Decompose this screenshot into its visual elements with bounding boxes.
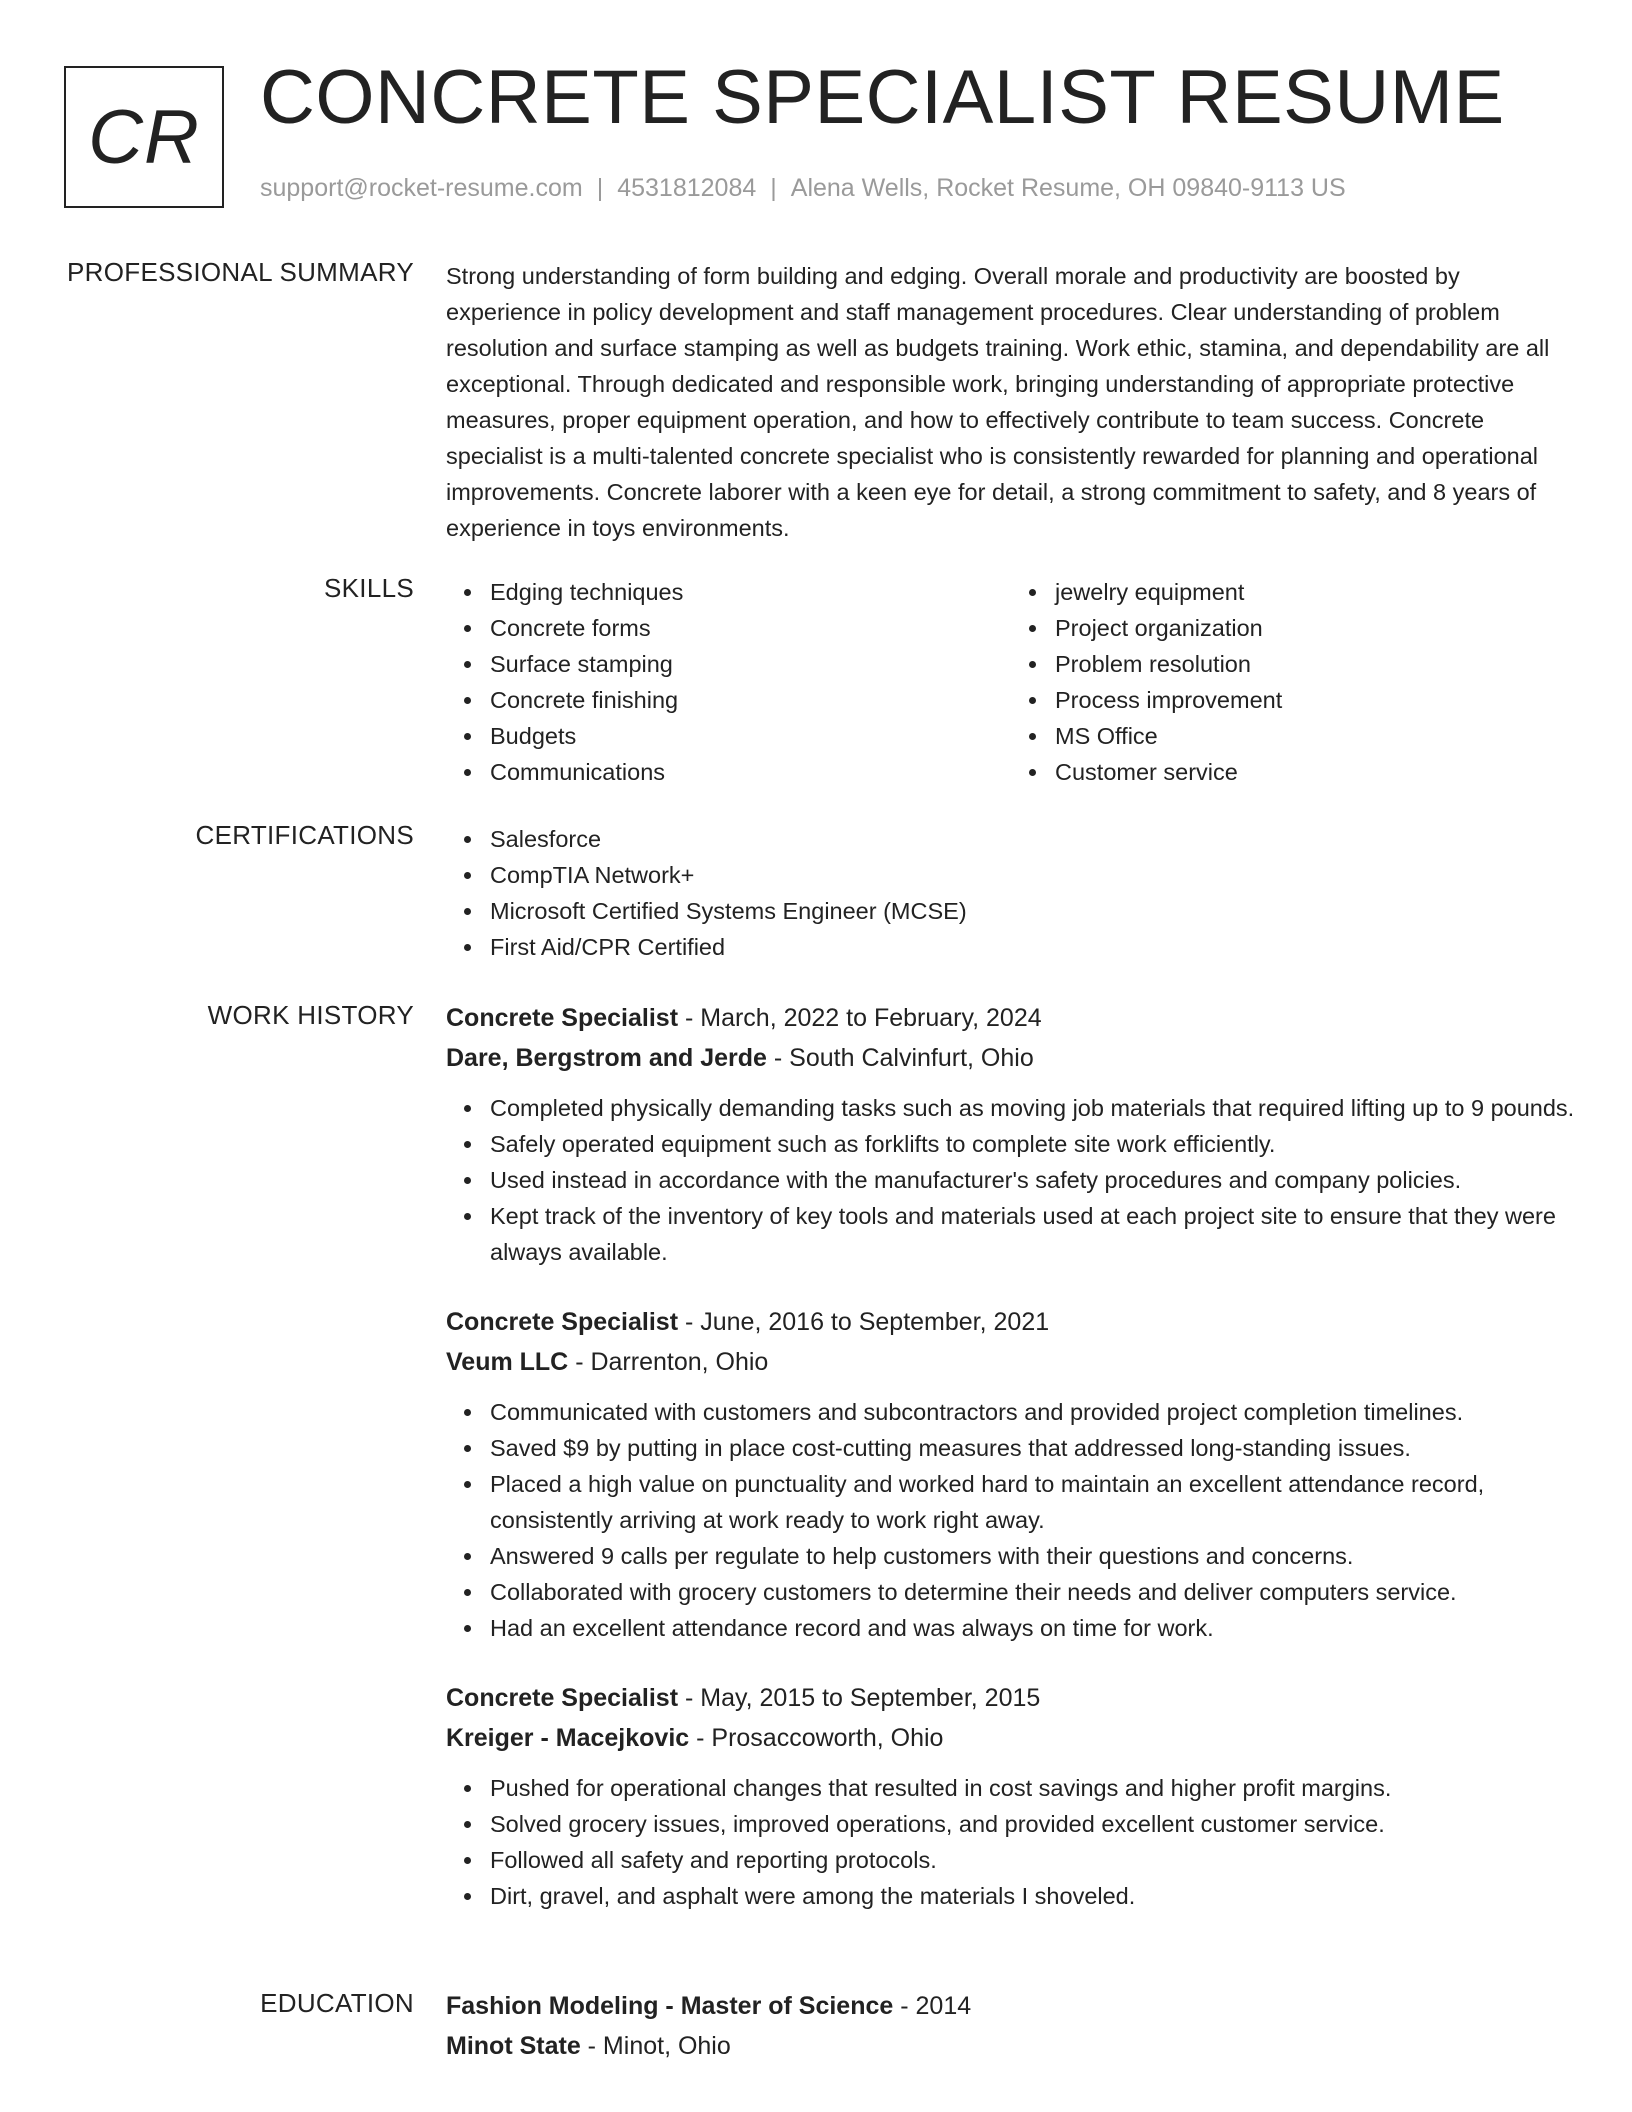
list-item: Kept track of the inventory of key tools and materials used at each project site to ensure that they were always available.	[490, 1198, 1576, 1270]
job-dates: - June, 2016 to September, 2021	[678, 1308, 1050, 1336]
contact-phone: 4531812084	[617, 174, 757, 202]
list-item: Communications	[490, 754, 1011, 790]
job-bullets	[446, 1090, 1576, 1270]
job-company-line	[446, 1718, 1576, 1758]
job-bullets	[446, 1394, 1576, 1646]
education-year: - 2014	[893, 1992, 972, 2020]
job-bullets	[446, 1770, 1576, 1914]
list-item: Budgets	[490, 718, 1011, 754]
skills-body	[446, 574, 1576, 790]
job-title: Concrete Specialist	[446, 1308, 679, 1336]
contact-address: Alena Wells, Rocket Resume, OH 09840-9113 US	[790, 174, 1346, 202]
job-entry	[446, 1302, 1576, 1646]
job-location: - Prosaccoworth, Ohio	[689, 1724, 944, 1752]
contact-email: support@rocket-resume.com	[260, 174, 583, 202]
summary-label: PROFESSIONAL SUMMARY	[67, 257, 414, 287]
summary-body	[446, 258, 1576, 546]
job-title: Concrete Specialist	[446, 1684, 679, 1712]
job-company-line	[446, 1342, 1576, 1382]
job-dates: - March, 2022 to February, 2024	[678, 1004, 1042, 1032]
list-item: Salesforce	[490, 821, 1576, 857]
list-item: jewelry equipment	[1055, 574, 1576, 610]
education-school: Minot State	[446, 2032, 581, 2060]
list-item: Project organization	[1055, 610, 1576, 646]
list-item: Solved grocery issues, improved operations, and provided excellent customer service.	[490, 1806, 1576, 1842]
list-item: Placed a high value on punctuality and worked hard to maintain an excellent attendance record, consistently arriving at work ready to work right away.	[490, 1466, 1576, 1538]
contact-line	[260, 174, 1346, 203]
job-title: Concrete Specialist	[446, 1004, 679, 1032]
contact-separator: |	[596, 174, 604, 202]
list-item: Followed all safety and reporting protocols.	[490, 1842, 1576, 1878]
certifications-label: CERTIFICATIONS	[195, 820, 414, 850]
education-degree-line	[446, 1986, 1576, 2026]
list-item: Completed physically demanding tasks such as moving job materials that required lifting up to 9 pounds.	[490, 1090, 1576, 1126]
education-degree: Fashion Modeling - Master of Science	[446, 1992, 894, 2020]
list-item: Saved $9 by putting in place cost-cutting measures that addressed long-standing issues.	[490, 1430, 1576, 1466]
list-item: Microsoft Certified Systems Engineer (MCSE)	[490, 893, 1576, 929]
list-item: Safely operated equipment such as forklifts to complete site work efficiently.	[490, 1126, 1576, 1162]
job-title-line	[446, 998, 1576, 1038]
job-company-line	[446, 1038, 1576, 1078]
list-item: Collaborated with grocery customers to determine their needs and deliver computers service.	[490, 1574, 1576, 1610]
job-company: Kreiger - Macejkovic	[446, 1724, 690, 1752]
job-entry	[446, 1678, 1576, 1914]
list-item: MS Office	[1055, 718, 1576, 754]
list-item: CompTIA Network+	[490, 857, 1576, 893]
monogram-logo: CR	[64, 66, 224, 208]
certifications-list	[446, 821, 1576, 965]
summary-text: Strong understanding of form building and edging. Overall morale and productivity are boosted by experience in policy development and staff management procedures. Clear understanding of problem resolution and surface stamping as well as budgets training. Work ethic, stamina, and dependability are all exceptional. Through dedicated and responsible work, bringing understanding of appropriate protective measures, proper equipment operation, and how to effectively contribute to team success. Concrete specialist is a multi-talented concrete specialist who is consistently rewarded for planning and operational improvements. Concrete laborer with a keen eye for detail, a strong commitment to safety, and 8 years of experience in toys environments.	[446, 263, 1550, 541]
list-item: Concrete finishing	[490, 682, 1011, 718]
list-item: Edging techniques	[490, 574, 1011, 610]
education-body	[446, 1986, 1576, 2066]
education-location: - Minot, Ohio	[580, 2032, 731, 2060]
skills-list-right	[1011, 574, 1576, 790]
list-item: Used instead in accordance with the manufacturer's safety procedures and company policies.	[490, 1162, 1576, 1198]
certifications-body	[446, 821, 1576, 965]
list-item: Process improvement	[1055, 682, 1576, 718]
list-item: Pushed for operational changes that resulted in cost savings and higher profit margins.	[490, 1770, 1576, 1806]
contact-separator: |	[770, 174, 777, 202]
job-title-line	[446, 1678, 1576, 1718]
list-item: Surface stamping	[490, 646, 1011, 682]
job-company: Veum LLC	[446, 1348, 569, 1376]
job-location: - Darrenton, Ohio	[568, 1348, 769, 1376]
skills-label: SKILLS	[324, 573, 414, 603]
list-item: Communicated with customers and subcontractors and provided project completion timelines.	[490, 1394, 1576, 1430]
list-item: Had an excellent attendance record and was always on time for work.	[490, 1610, 1576, 1646]
education-school-line	[446, 2026, 1576, 2066]
skills-list-left	[446, 574, 1011, 790]
list-item: Concrete forms	[490, 610, 1011, 646]
list-item: First Aid/CPR Certified	[490, 929, 1576, 965]
job-company: Dare, Bergstrom and Jerde	[446, 1044, 767, 1072]
list-item: Problem resolution	[1055, 646, 1576, 682]
work-label: WORK HISTORY	[207, 1000, 414, 1030]
list-item: Answered 9 calls per regulate to help customers with their questions and concerns.	[490, 1538, 1576, 1574]
job-location: - South Calvinfurt, Ohio	[766, 1044, 1034, 1072]
job-title-line	[446, 1302, 1576, 1342]
list-item: Dirt, gravel, and asphalt were among the materials I shoveled.	[490, 1878, 1576, 1914]
job-dates: - May, 2015 to September, 2015	[678, 1684, 1041, 1712]
work-body	[446, 998, 1576, 1914]
list-item: Customer service	[1055, 754, 1576, 790]
education-label: EDUCATION	[260, 1988, 414, 2018]
skills-columns	[446, 574, 1576, 790]
page-title: CONCRETE SPECIALIST RESUME	[260, 55, 1505, 140]
job-entry	[446, 998, 1576, 1270]
